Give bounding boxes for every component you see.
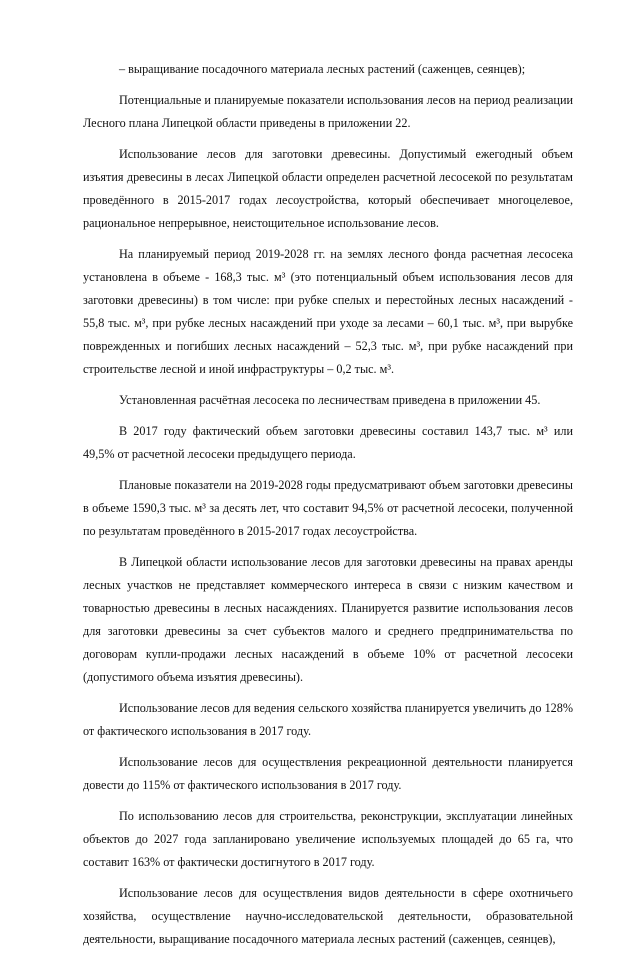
paragraph-lease-interest: В Липецкой области использование лесов для заготовки древесины на правах аренды лесных участков не представляет коммерческого интереса в связи с низким качеством и товарностью древесины в лесных насаждениях. Планируется развитие использования лесов для заготовки древесины за счет субъектов малого и среднего предпринимательства по договорам купли-продажи лесных насаждений в объеме 10% от расчетной лесосеки (допустимого объема изъятия древесины). xyxy=(83,555,573,684)
paragraph-potential-indicators: Потенциальные и планируемые показатели использования лесов на период реализации Лесного плана Липецкой области приведены в приложении 22. xyxy=(83,93,573,130)
paragraph-allowable-cut: На планируемый период 2019-2028 гг. на землях лесного фонда расчетная лесосека установлена в объеме - 168,3 тыс. м³ (это потенциальный объем использования лесов для заготовки древесины) в том числе: при рубке спелых и перестойных лесных насаждений - 55,8 тыс. м³, при рубке лесных насаждений при уходе за лесами – 60,1 тыс. м³, при вырубке поврежденных и погибших лесных насаждений – 52,3 тыс. м³, при рубке насаждений при строительстве лесной и иной инфраструктуры – 0,2 тыс. м³. xyxy=(83,247,573,376)
paragraph-recreation: Использование лесов для осуществления рекреационной деятельности планируется довести до 115% от фактического использования в 2017 году. xyxy=(83,755,573,792)
paragraph-cut-by-forestry: Установленная расчётная лесосека по лесничествам приведена в приложении 45. xyxy=(119,393,541,407)
paragraph-linear-objects: По использованию лесов для строительства, реконструкции, эксплуатации линейных объектов до 2027 года запланировано увеличение используемых площадей до 65 га, что составит 163% от фактически достигнутого в 2017 году. xyxy=(83,809,573,869)
paragraph-timber-harvesting: Использование лесов для заготовки древесины. Допустимый ежегодный объем изъятия древесины в лесах Липецкой области определен расчетной лесосекой по результатам проведённого в 2015-2017 годах лесоустройства, который обеспечивает многоцелевое, рациональное непрерывное, неистощительное использование лесов. xyxy=(83,147,573,230)
paragraph-hunting-research: Использование лесов для осуществления видов деятельности в сфере охотничьего хозяйства, осуществление научно-исследовательской деятельности, образовательной деятельности, выращивание посадочного материала лесных растений (саженцев, сеянцев), xyxy=(83,886,573,946)
paragraph-actual-2017: В 2017 году фактический объем заготовки древесины составил 143,7 тыс. м³ или 49,5% от расчетной лесосеки предыдущего периода. xyxy=(83,424,573,461)
paragraph-seedling-cultivation: – выращивание посадочного материала лесных растений (саженцев, сеянцев); xyxy=(119,62,526,76)
document-page xyxy=(83,58,573,959)
paragraph-agriculture: Использование лесов для ведения сельского хозяйства планируется увеличить до 128% от фактического использования в 2017 году. xyxy=(83,701,573,738)
paragraph-planned-indicators: Плановые показатели на 2019-2028 годы предусматривают объем заготовки древесины в объеме 1590,3 тыс. м³ за десять лет, что составит 94,5% от расчетной лесосеки, полученной по результатам проведённого в 2015-2017 годах лесоустройства. xyxy=(83,478,573,538)
